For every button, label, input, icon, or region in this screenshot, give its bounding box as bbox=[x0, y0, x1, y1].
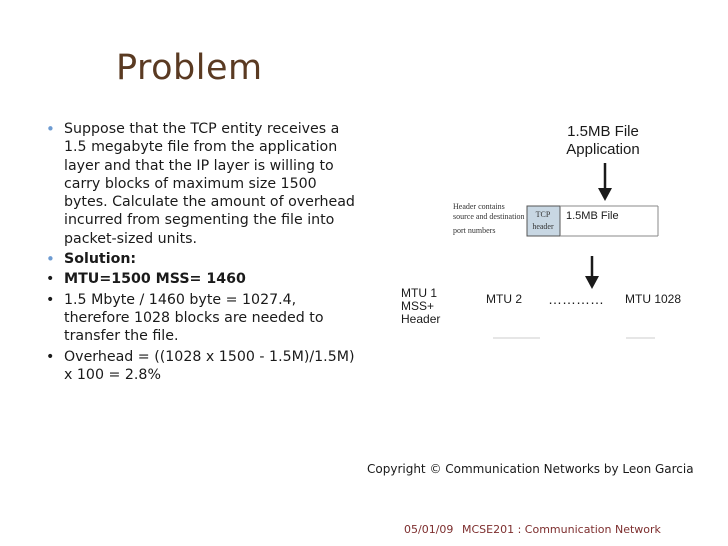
mtu1-label-line1: MTU 1 bbox=[401, 286, 437, 300]
mtu1-label-line3: Header bbox=[401, 312, 441, 326]
footer-date: 05/01/09 bbox=[404, 523, 454, 536]
bullet-marker: • bbox=[46, 120, 55, 138]
header-note-line1: Header contains bbox=[453, 202, 505, 211]
copyright-notice: Copyright © Communication Networks by Leon Garcia bbox=[367, 462, 694, 476]
bullet-marker: • bbox=[46, 250, 55, 269]
file-label: 1.5MB File bbox=[566, 210, 619, 222]
application-label-line2: Application bbox=[566, 141, 640, 158]
header-note-line3: port numbers bbox=[453, 226, 496, 235]
application-label-line1: 1.5MB File bbox=[567, 123, 639, 140]
footer-course: MCSE201 : Communication Network bbox=[462, 523, 661, 536]
bullet-text: 1.5 Mbyte / 1460 byte = 1027.4, therefore 1028 blocks are needed to transfer the file. bbox=[64, 291, 324, 345]
bullet-marker: • bbox=[46, 348, 55, 365]
bullet-text: Solution: bbox=[64, 251, 137, 268]
slide-title: Problem bbox=[116, 48, 263, 88]
tcp-segment-box bbox=[527, 206, 658, 236]
header-note-line2: source and destination bbox=[453, 212, 525, 221]
bullet-text: Overhead = ((1028 x 1500 - 1.5M)/1.5M) x 100 = 2.8% bbox=[64, 348, 355, 383]
down-arrow-icon bbox=[585, 256, 599, 289]
mtu-last-label: MTU 1028 bbox=[625, 292, 682, 306]
down-arrow-icon bbox=[598, 163, 612, 201]
ellipsis-dots: ………… bbox=[548, 291, 604, 307]
bullet-text: MTU=1500 MSS= 1460 bbox=[64, 271, 246, 288]
mtu2-label: MTU 2 bbox=[486, 292, 522, 306]
bullet-marker: • bbox=[46, 291, 55, 308]
bullet-marker: • bbox=[46, 271, 55, 288]
mtu1-label-line2: MSS+ bbox=[401, 299, 435, 313]
tcp-header-label-line1: TCP bbox=[535, 210, 551, 219]
tcp-header-label-line2: header bbox=[532, 222, 554, 231]
bullet-text: Suppose that the TCP entity receives a 1.5 megabyte file from the application layer and that the IP layer is willing to carry blocks of maximum size 1500 bytes. Calculate the amount of overhead incurred from segmenting the file into packet-sized units. bbox=[64, 121, 355, 247]
